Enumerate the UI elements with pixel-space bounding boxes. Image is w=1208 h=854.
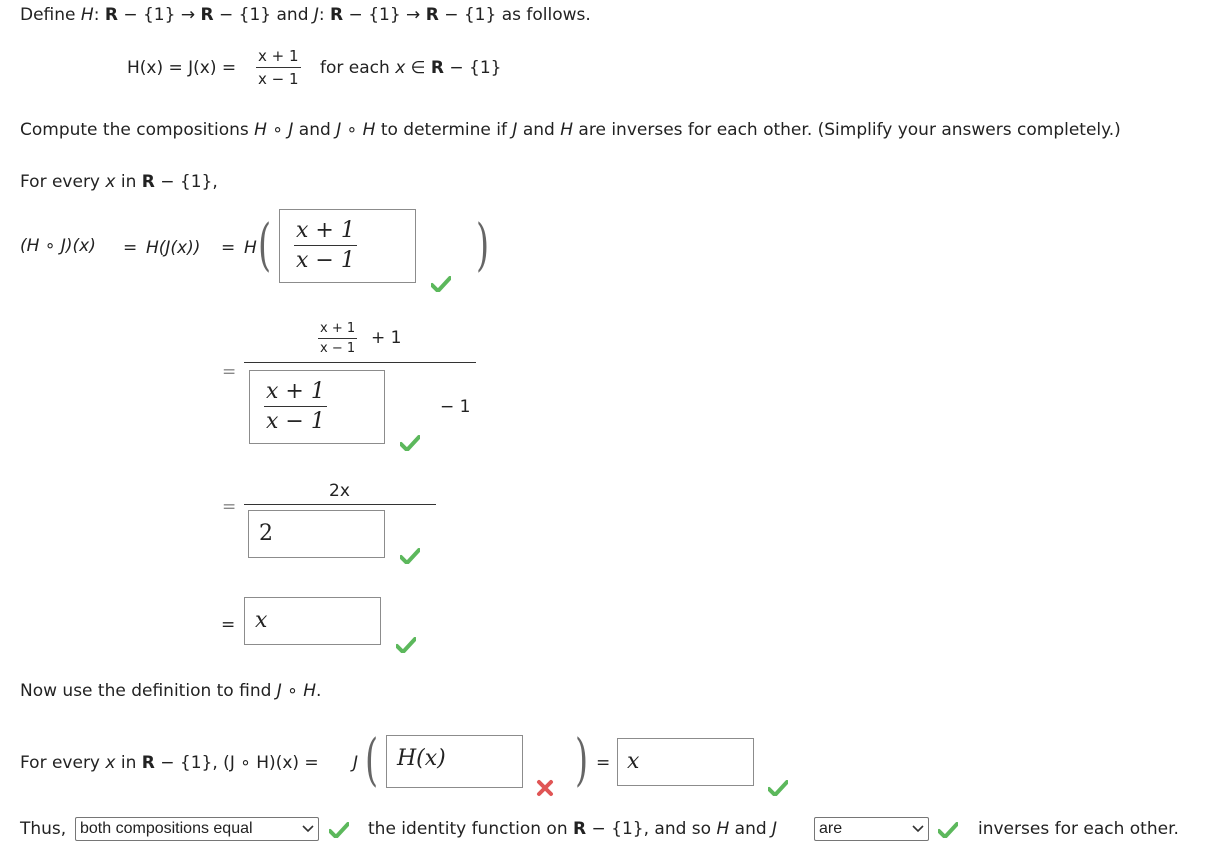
for-every-line <box>20 172 218 192</box>
domain-text: − {1} → <box>117 5 201 25</box>
cross-icon <box>536 779 554 797</box>
text-part: the identity function on <box>368 819 573 839</box>
codomain-text: − {1} and <box>213 5 314 25</box>
text-part: For every <box>20 172 106 192</box>
colon: : <box>318 5 331 25</box>
function-j: J <box>313 5 319 25</box>
answer-value: x <box>627 749 640 774</box>
answer-box-joh-inner[interactable] <box>386 735 523 788</box>
reals-symbol: R <box>141 172 155 192</box>
check-icon <box>396 637 416 653</box>
reals-symbol: R <box>425 5 439 25</box>
joh-eq: = <box>596 753 611 773</box>
now-use-line <box>20 681 321 701</box>
step2-plus-one: + 1 <box>371 328 402 348</box>
function-h: H <box>80 5 94 25</box>
check-icon <box>400 435 420 451</box>
instr-part: are inverses for each other. (Simplify your answers completely.) <box>573 120 1121 140</box>
text-part: in <box>115 753 142 773</box>
domain-text: − {1} → <box>343 5 426 25</box>
reals-symbol: R <box>330 5 344 25</box>
hoj-eq1: = <box>123 238 138 258</box>
inner-denominator: x − 1 <box>320 341 356 356</box>
composition-joh: J ∘ H <box>336 120 376 140</box>
answer-fraction <box>294 218 357 273</box>
var-j: J <box>772 819 778 839</box>
text-part: and <box>729 819 773 839</box>
thus-label: Thus, <box>20 819 67 839</box>
formula-fraction <box>256 47 301 88</box>
check-icon <box>431 276 451 292</box>
left-paren: ( <box>258 213 272 278</box>
text-part: in <box>115 172 142 192</box>
select-value: both compositions equal <box>80 820 253 837</box>
text-part: − {1}, <box>154 172 218 192</box>
step2-minus-one: − 1 <box>440 397 471 417</box>
answer-box-hoj-2[interactable] <box>249 370 385 444</box>
right-paren: ) <box>575 728 589 793</box>
step3-main-bar <box>244 504 436 505</box>
set-text: − {1} <box>443 58 502 78</box>
left-paren: ( <box>365 728 379 793</box>
answer-value: 2 <box>259 521 273 546</box>
reals-symbol: R <box>200 5 214 25</box>
formula-lhs <box>127 58 236 78</box>
joh-j: J <box>353 753 359 773</box>
inverses-select[interactable] <box>814 817 929 841</box>
var-h: H <box>560 120 574 140</box>
hoj-mid: H(J(x)) <box>146 238 201 258</box>
definition-lead: Define <box>20 5 81 25</box>
text-part: For every <box>20 753 106 773</box>
thus-middle-text <box>368 819 777 839</box>
formula-numerator: x + 1 <box>258 47 299 65</box>
instr-part: to determine if <box>375 120 513 140</box>
instr-part: and <box>293 120 337 140</box>
text-part: Now use the definition to find <box>20 681 277 701</box>
identity-select[interactable] <box>75 817 319 841</box>
right-paren: ) <box>476 213 490 278</box>
instr-part: and <box>517 120 561 140</box>
check-icon <box>768 780 788 796</box>
check-icon <box>938 822 958 838</box>
check-icon <box>329 822 349 838</box>
step2-main-bar <box>244 362 476 363</box>
reals-symbol: R <box>141 753 155 773</box>
reals-symbol: R <box>430 58 444 78</box>
element-of: ∈ <box>405 58 431 78</box>
var-j: J <box>512 120 518 140</box>
answer-value: x <box>255 608 268 633</box>
instr-part: Compute the compositions <box>20 120 255 140</box>
answer-box-hoj-4[interactable] <box>244 597 381 645</box>
var-x: x <box>105 753 116 773</box>
hoj-lhs-text: (H ∘ J)(x) <box>20 236 96 256</box>
chevron-down-icon <box>302 825 314 833</box>
formula-denominator: x − 1 <box>258 70 299 88</box>
answer-denominator: x − 1 <box>266 409 325 434</box>
answer-box-hoj-1[interactable] <box>279 209 416 283</box>
step3-numerator: 2x <box>329 481 350 501</box>
formula-lhs-text: H(x) = J(x) = <box>127 58 237 78</box>
hoj-lhs <box>20 236 96 256</box>
thus-end-text: inverses for each other. <box>978 819 1179 839</box>
text-part: − {1}, (J ∘ H)(x) = <box>154 753 319 773</box>
chevron-down-icon <box>912 825 924 833</box>
answer-value: H(x) <box>397 746 446 771</box>
answer-numerator: x + 1 <box>266 379 325 404</box>
reals-symbol: R <box>573 819 587 839</box>
var-x: x <box>395 58 406 78</box>
check-icon <box>400 548 420 564</box>
select-value: are <box>819 820 843 837</box>
definition-end: − {1} as follows. <box>438 5 591 25</box>
composition-hoj: H ∘ J <box>254 120 294 140</box>
hoj-eq2: = <box>221 238 236 258</box>
var-h: H <box>716 819 730 839</box>
colon: : <box>93 5 105 25</box>
formula-domain <box>320 58 501 78</box>
text-part: . <box>316 681 322 701</box>
answer-box-hoj-3[interactable] <box>248 510 385 558</box>
step3-eq: = <box>222 497 237 517</box>
composition-joh: J ∘ H <box>276 681 317 701</box>
reals-symbol: R <box>104 5 118 25</box>
definition-line <box>20 5 591 25</box>
text-part: − {1}, and so <box>586 819 717 839</box>
instruction-text <box>20 120 1121 140</box>
step4-eq: = <box>221 615 236 635</box>
answer-box-joh-result[interactable] <box>617 738 754 786</box>
for-each-text: for each <box>320 58 396 78</box>
joh-line <box>20 753 319 773</box>
answer-denominator: x − 1 <box>296 248 355 273</box>
step2-inner-fraction <box>318 321 357 356</box>
var-x: x <box>105 172 116 192</box>
answer-fraction <box>264 379 327 434</box>
inner-numerator: x + 1 <box>320 321 356 336</box>
step2-eq: = <box>222 362 237 382</box>
answer-numerator: x + 1 <box>296 218 355 243</box>
hoj-h: H <box>244 238 257 258</box>
